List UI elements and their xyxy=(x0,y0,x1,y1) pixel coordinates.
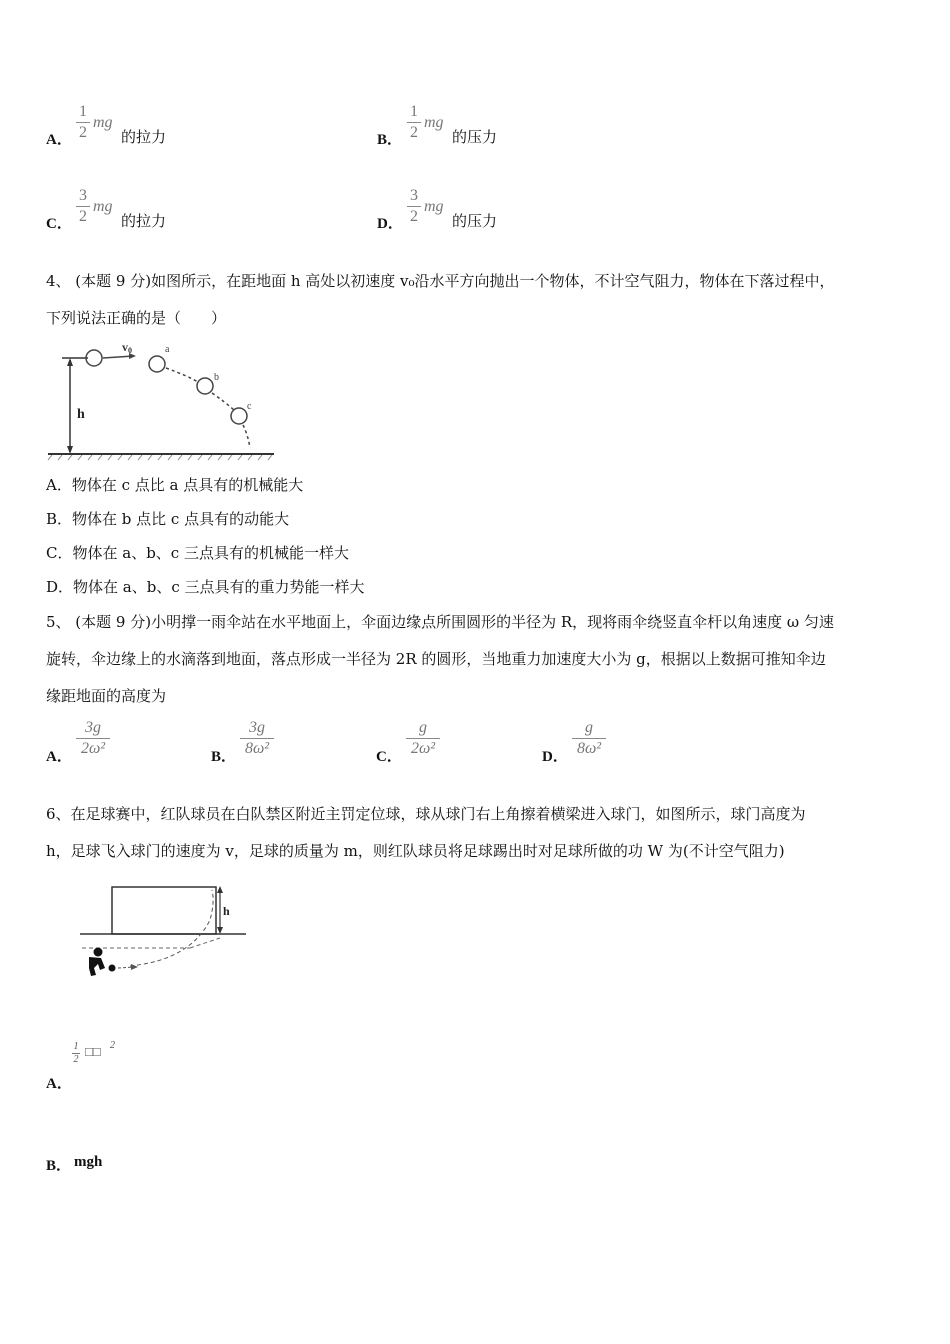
superscript: 2 xyxy=(110,1040,115,1051)
option-text: 的拉力 xyxy=(121,212,167,230)
math-var: mg xyxy=(424,198,444,215)
kicker-figure xyxy=(89,948,116,977)
question-text: 4、 (本题 9 分)如图所示，在距地面 h 高处以初速度 v₀沿水平方向抛出一个物体，不计空气阻力，物体在下落过程中， xyxy=(46,272,835,290)
option-label: D． xyxy=(377,216,403,232)
option-text: mgh xyxy=(74,1154,103,1170)
option-text: 的压力 xyxy=(452,212,498,230)
question-text: 6、在足球赛中，红队球员在白队禁区附近主罚定位球，球从球门右上角擦着横梁进入球门，如图所示，球门高度为 xyxy=(46,805,806,823)
unrendered-glyphs: □□ xyxy=(85,1044,101,1059)
fraction: 1 2 xyxy=(76,103,90,142)
soccer-goal-figure xyxy=(70,880,255,985)
h-label: h xyxy=(77,407,85,422)
question-text: h，足球飞入球门的速度为 v，足球的质量为 m，则红队球员将足球踢出时对足球所做的功 W 为(不计空气阻力) xyxy=(46,842,785,860)
fraction: g 8ω² xyxy=(572,719,606,758)
fraction: 3 2 xyxy=(407,187,421,226)
q4-option-a[interactable]: A．物体在 c 点比 a 点具有的机械能大 xyxy=(46,476,304,494)
point-c-label: c xyxy=(247,401,252,412)
question-text: 旋转，伞边缘上的水滴落到地面，落点形成一半径为 2R 的圆形，当地重力加速度大小为 g，根据以上数据可推知伞边 xyxy=(46,650,826,668)
option-text: 的拉力 xyxy=(121,128,167,146)
fraction: 3g 8ω² xyxy=(240,719,274,758)
option-label: A． xyxy=(46,1076,72,1092)
fraction: 1 2 xyxy=(407,103,421,142)
option-label: C． xyxy=(376,749,402,765)
option-label: B． xyxy=(377,132,403,148)
projectile-figure xyxy=(48,338,278,463)
option-text: 的压力 xyxy=(452,128,498,146)
math-var: mg xyxy=(424,114,444,131)
option-label: B． xyxy=(46,1158,72,1174)
h-label: h xyxy=(223,904,230,918)
point-b-label: b xyxy=(214,372,219,383)
option-label: D． xyxy=(542,749,568,765)
option-label: C． xyxy=(46,216,72,232)
fraction: g 2ω² xyxy=(406,719,440,758)
q4-option-d[interactable]: D．物体在 a、b、c 三点具有的重力势能一样大 xyxy=(46,578,365,596)
question-text: 下列说法正确的是（ ） xyxy=(46,309,227,327)
question-text: 缘距地面的高度为 xyxy=(46,687,167,705)
option-label: A． xyxy=(46,132,72,148)
option-label: A． xyxy=(46,749,72,765)
fraction: 3 2 xyxy=(76,187,90,226)
option-label: B． xyxy=(211,749,237,765)
point-a-label: a xyxy=(165,344,170,355)
math-var: mg xyxy=(93,114,113,131)
q4-option-c[interactable]: C．物体在 a、b、c 三点具有的机械能一样大 xyxy=(46,544,349,562)
q4-option-b[interactable]: B．物体在 b 点比 c 点具有的动能大 xyxy=(46,510,290,528)
fraction: 3g 2ω² xyxy=(76,719,110,758)
question-text: 5、 (本题 9 分)小明撑一雨伞站在水平地面上，伞面边缘点所围圆形的半径为 R，现将雨伞绕竖直伞杆以角速度 ω 匀速 xyxy=(46,613,834,631)
math-var: mg xyxy=(93,198,113,215)
v0-label: v0 xyxy=(122,340,132,355)
